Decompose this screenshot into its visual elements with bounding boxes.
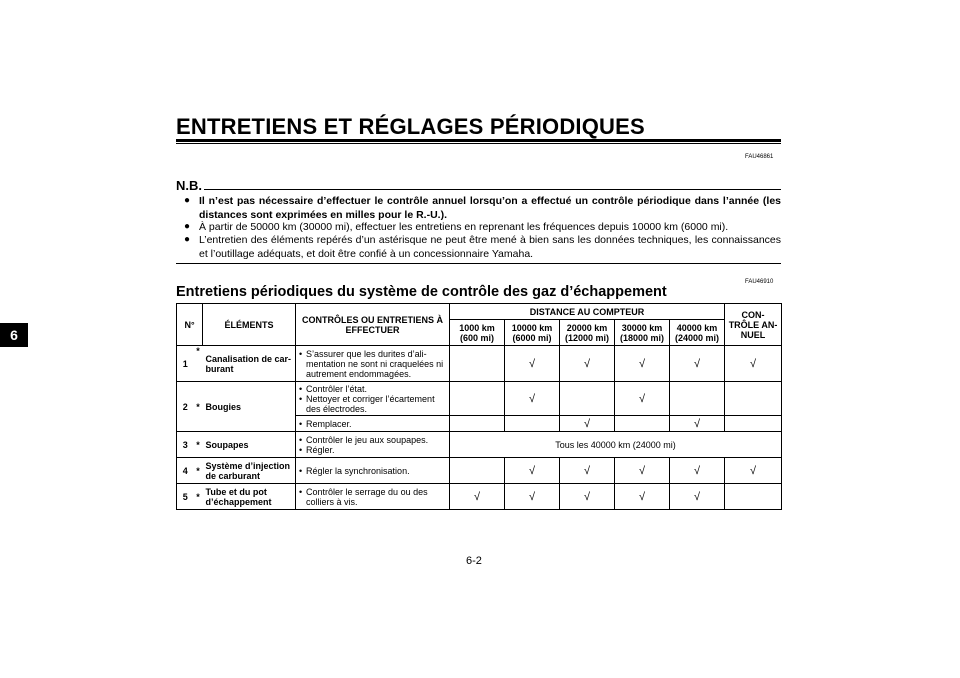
header-distance-1: 1000 km (600 mi) — [450, 320, 505, 346]
action-text: Nettoyer et corriger l’écartement des électrodes. — [306, 393, 435, 414]
row-element: Soupapes — [203, 432, 296, 458]
action-text: Contrôler le serrage du ou des colliers à vis. — [306, 486, 428, 507]
header-distance-5: 40000 km (24000 mi) — [670, 320, 725, 346]
check-cell: √ — [615, 346, 670, 382]
chapter-tab: 6 — [0, 323, 28, 347]
note-text: L’entretien des éléments repérés d’un astérisque ne peut être mené à bien sans les données techniques, les connaissances et l’outillage adéquats, et doit être confié à un concessionnaire Yamaha. — [199, 234, 781, 260]
maintenance-table — [176, 303, 782, 510]
check-cell — [450, 416, 505, 432]
reference-code: FAU46861 — [745, 154, 774, 160]
check-cell: √ — [615, 458, 670, 484]
header-distance-2: 10000 km (6000 mi) — [505, 320, 560, 346]
check-cell: √ — [725, 458, 782, 484]
row-number: 3 — [177, 432, 194, 458]
asterisk: * — [194, 382, 203, 432]
table-row — [177, 382, 782, 416]
note-bullet — [184, 233, 781, 262]
check-cell: √ — [560, 346, 615, 382]
interval-text: Tous les 40000 km (24000 mi) — [450, 432, 782, 458]
row-number: 2 — [177, 382, 194, 432]
check-cell — [505, 416, 560, 432]
header-distance: DISTANCE AU COMPTEUR — [450, 304, 725, 320]
action-text: Régler la synchronisation. — [306, 465, 410, 476]
asterisk: * — [194, 346, 203, 382]
check-cell — [725, 484, 782, 510]
header-num: N° — [177, 304, 203, 346]
page-title: ENTRETIENS ET RÉGLAGES PÉRIODIQUES — [176, 114, 645, 139]
note-label: N.B. — [176, 178, 202, 193]
check-cell: √ — [560, 458, 615, 484]
action-text: S’assurer que les durites d’ali-mentation ne sont ni craquelées ni autrement endommagées. — [306, 348, 444, 379]
row-number: 4 — [177, 458, 194, 484]
check-cell: √ — [725, 346, 782, 382]
check-cell: √ — [560, 416, 615, 432]
check-cell: √ — [670, 416, 725, 432]
asterisk: * — [194, 458, 203, 484]
asterisk: * — [194, 432, 203, 458]
table-row — [177, 432, 782, 458]
title-rule-thin — [176, 143, 781, 144]
row-actions: • Contrôler le serrage du ou des colliers à vis. — [296, 484, 450, 510]
bullet-icon: ● — [184, 195, 191, 206]
row-actions: • Régler la synchronisation. — [296, 458, 450, 484]
header-distance-3: 20000 km (12000 mi) — [560, 320, 615, 346]
row-actions: • Contrôler l’état. • Nettoyer et corriger l’écartement des électrodes. — [296, 382, 450, 416]
check-cell: √ — [505, 382, 560, 416]
header-annual: CON-TRÔLE AN-NUEL — [725, 304, 782, 346]
note-rule — [204, 189, 781, 190]
page-number: 6-2 — [466, 555, 482, 567]
row-actions: • Remplacer. — [296, 416, 450, 432]
row-element: Tube et du pot d’échappement — [203, 484, 296, 510]
header-elements: ÉLÉMENTS — [203, 304, 296, 346]
check-cell: √ — [450, 484, 505, 510]
table-row — [177, 346, 782, 382]
row-actions: • S’assurer que les durites d’ali-mentation ne sont ni craquelées ni autrement endommagées. — [296, 346, 450, 382]
check-cell — [450, 346, 505, 382]
check-cell — [725, 382, 782, 416]
action-text: Contrôler le jeu aux soupapes. — [306, 434, 429, 445]
check-cell — [615, 416, 670, 432]
row-number: 5 — [177, 484, 194, 510]
row-element: Bougies — [203, 382, 296, 432]
check-cell — [560, 382, 615, 416]
header-controls: CONTRÔLES OU ENTRETIENS À EFFECTUER — [296, 304, 450, 346]
bullet-icon: ● — [184, 234, 191, 245]
row-number: 1 — [177, 346, 194, 382]
row-element: Système d’injection de carburant — [203, 458, 296, 484]
table-row — [177, 484, 782, 510]
check-cell — [450, 458, 505, 484]
check-cell — [670, 382, 725, 416]
action-text: Contrôler l’état. — [306, 383, 368, 394]
reference-code: FAU46910 — [745, 279, 774, 285]
check-cell: √ — [615, 484, 670, 510]
check-cell: √ — [560, 484, 615, 510]
check-cell — [450, 382, 505, 416]
check-cell: √ — [505, 346, 560, 382]
check-cell: √ — [505, 458, 560, 484]
check-cell: √ — [615, 382, 670, 416]
note-bullet — [184, 194, 781, 223]
note-text: Il n’est pas nécessaire d’effectuer le contrôle annuel lorsqu’on a effectué un contrôle périodique dans l’année (les distances sont exprimées en milles pour le R.-U.). — [199, 195, 781, 221]
action-text: Remplacer. — [306, 418, 352, 429]
asterisk: * — [194, 484, 203, 510]
section-title: Entretiens périodiques du système de contrôle des gaz d’échappement — [176, 284, 667, 300]
note-text: À partir de 50000 km (30000 mi), effectuer les entretiens en reprenant les fréquences depuis 10000 km (6000 mi). — [199, 221, 729, 233]
check-cell: √ — [670, 484, 725, 510]
header-distance-4: 30000 km (18000 mi) — [615, 320, 670, 346]
check-cell: √ — [670, 458, 725, 484]
row-actions: • Contrôler le jeu aux soupapes. • Régler. — [296, 432, 450, 458]
note-end-rule — [176, 263, 781, 264]
row-element: Canalisation de car-burant — [203, 346, 296, 382]
check-cell: √ — [670, 346, 725, 382]
check-cell — [725, 416, 782, 432]
check-cell: √ — [505, 484, 560, 510]
table-row — [177, 458, 782, 484]
action-text: Régler. — [306, 444, 335, 455]
title-rule — [176, 139, 781, 142]
bullet-icon: ● — [184, 221, 191, 232]
